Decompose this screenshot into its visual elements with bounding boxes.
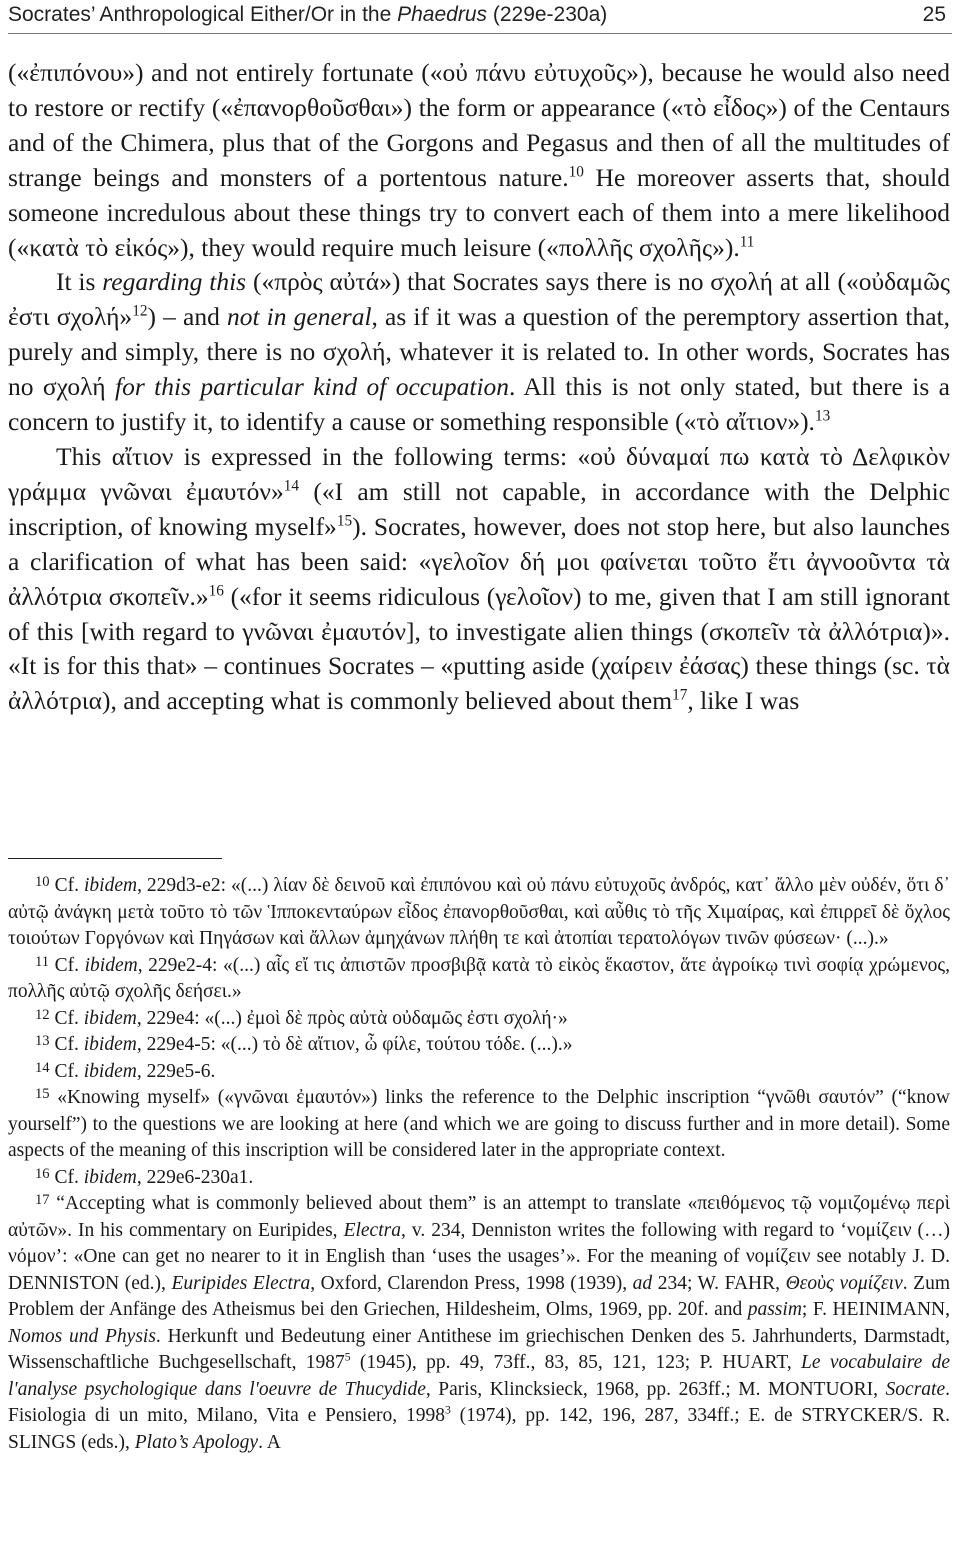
running-title: Socrates’ Anthropological Either/Or in the Phaedrus (229e-230a) <box>8 3 608 26</box>
footnote-ref-12[interactable]: 12 <box>132 302 148 320</box>
footnote-ref-15[interactable]: 15 <box>336 512 353 530</box>
footnote-number: 17 <box>35 1191 50 1208</box>
paragraph-2: It is regarding this («πρὸς αὐτά») that Socrates says there is no σχολή at all («οὐδαμῶς ἐστι σχολή»$^{12}$) – and not in general, as if it was a question of the peremptory assertion that, purely and simply, there is no σχολή, whatever it is related to. In other words, Socrates has no σχολή for this particular kind of occupation. All this is not only stated, but there is a concern to justify it, to identify a cause or something responsible («τὸ αἴτιον»).$^{13}$ <box>8 267 951 437</box>
footnote-17: $^{17}$ “Accepting what is commonly believed about them” is an attempt to translate «πειθόμενος τῷ νομιζομένῳ περὶ αὐτῶν». In his commentary on Euripides, Electra, v. 234, Denniston writes the following with regard to ‘νομίζειν (…) νόμον’: «One can get no nearer to it in English than ‘uses the usages’». For the meaning of νομίζειν see notably J. D. DENNISTON (ed.), Euripides Electra, Oxford, Clarendon Press, 1998 (1939), ad 234; W. FAHR, Θεοὺς νομίζειν. Zum Problem der Anfänge des Atheismus bei den Griechen, Hildesheim, Olms, 1969, pp. 20f. and passim; F. HEINIMANN, Nomos und Physis. Herkunft und Bedeutung einer Antithese im griechischen Denken des 5. Jahrhunderts, Darmstadt, Wissenschaftliche Buchgesellschaft, 1987$^5$ (1945), pp. 49, 73ff., 83, 85, 121, 123; P. HUART, Le vocabulaire de l'analyse psychologique dans l'oeuvre de Thucydide, Paris, Klincksieck, 1968, pp. 263ff.; M. MONTUORI, Socrate. Fisiologia di un mito, Milano, Vita e Pensiero, 1998$^3$ (1974), pp. 142, 196, 287, 334ff.; E. de STRYCKER/S. R. SLINGS (eds.), Plato’s Apology. A <box>8 1191 950 1453</box>
footnote-16: $^{16}$ Cf. ibidem, 229e6-230a1. <box>35 1165 254 1188</box>
footnote-number: 11 <box>35 953 50 970</box>
footnotes <box>8 873 950 1456</box>
footnote-14: $^{14}$ Cf. ibidem, 229e5-6. <box>35 1059 216 1082</box>
footnote-number: 10 <box>35 873 50 890</box>
paragraph-1: («ἐπιπόνου») and not entirely fortunate («οὐ πάνυ εὐτυχοῦς»), because he would also need to restore or rectify («ἐπανορθοῦσθαι») the form or appearance («τὸ εἶδος») of the Centaurs and of the Chimera, plus that of the Gorgons and Pegasus and then of all the multitudes of strange beings and monsters of a portentous nature.$^{10}$ He moreover asserts that, should someone incredulous about these things try to convert each of them into a mere likelihood («κατὰ τὸ εἰκός»), they would require much leisure («πολλῆς σχολῆς»).$^{11}$ <box>8 58 950 262</box>
footnote-ref-17[interactable]: 17 <box>672 686 688 704</box>
main-text <box>8 56 950 719</box>
footnote-13: $^{13}$ Cf. ibidem, 229e4-5: «(...) τὸ δὲ αἴτιον, ὦ φίλε, τούτου τόδε. (...).» <box>35 1032 573 1055</box>
footnote-number: 15 <box>35 1085 50 1102</box>
page-number: 25 <box>922 3 946 26</box>
footnote-ref-10[interactable]: 10 <box>568 163 584 181</box>
footnote-number: 14 <box>35 1059 50 1076</box>
edition-superscript: 5 <box>344 1350 351 1364</box>
edition-superscript: 3 <box>444 1403 451 1417</box>
footnote-11: $^{11}$ Cf. ibidem, 229e2-4: «(...) αἷς εἴ τις ἀπιστῶν προσβιβᾷ κατὰ τὸ εἰκὸς ἕκαστον, ἅτε ἀγροίκῳ τινὶ σοφίᾳ χρώμενος, πολλῆς αὐτῷ σχολῆς δεήσει.» <box>8 953 951 1002</box>
footnote-separator <box>8 858 222 859</box>
header-rule <box>8 33 952 34</box>
footnote-number: 12 <box>35 1006 50 1023</box>
footnote-ref-13[interactable]: 13 <box>814 407 831 425</box>
paragraph-3: This αἴτιον is expressed in the following terms: «οὐ δύναμαί πω κατὰ τὸ Δελφικὸν γράμμα γνῶναι ἐμαυτόν»$^{14}$ («I am still not capable, in accordance with the Delphic inscription, of knowing myself»$^{15}$). Socrates, however, does not stop here, but also launches a clarification of what has been said: «γελοῖον δή μοι φαίνεται τοῦτο ἔτι ἀγνοοῦντα τὰ ἀλλότρια σκοπεῖν.»$^{16}$ («for it seems ridiculous (γελοῖον) to me, given that I am still ignorant of this [with regard to γνῶναι ἐμαυτόν], to investigate alien things (σκοπεῖν τὰ ἀλλότρια)». «It is for this that» – continues Socrates – «putting aside (χαίρειν ἐάσας) these things (sc. τὰ ἀλλότρια), and accepting what is commonly believed about them$^{17}$, like I was <box>8 441 950 716</box>
footnote-12: $^{12}$ Cf. ibidem, 229e4: «(...) ἐμοὶ δὲ πρὸς αὐτὰ οὐδαμῶς ἐστι σχολή·» <box>35 1006 568 1029</box>
running-header <box>8 0 952 30</box>
footnote-number: 16 <box>35 1165 50 1182</box>
footnote-ref-16[interactable]: 16 <box>208 582 224 600</box>
footnote-10: $^{10}$ Cf. ibidem, 229d3-e2: «(...) λίαν δὲ δεινοῦ καὶ ἐπιπόνου καὶ οὐ πάνυ εὐτυχοῦς ἀνδρός, κατ᾽ ἄλλο μὲν οὐδέν, ὅτι δ᾽ αὐτῷ ἀνάγκη μετὰ τοῦτο τὸ τῶν Ἱπποκενταύρων εἶδος ἐπανορθοῦσθαι, καὶ αὖθις τὸ τῆς Χιμαίρας, καὶ ἐπιρρεῖ δὲ ὄχλος τοιούτων Γοργόνων καὶ Πηγάσων καὶ ἄλλων ἀμηχάνων πλήθη τε καὶ ἀτοπίαι τερατολόγων τινῶν φύσεων· (...).» <box>8 873 951 949</box>
footnote-ref-14[interactable]: 14 <box>283 477 299 495</box>
footnote-15: $^{15}$ «Knowing myself» («γνῶναι ἐμαυτόν») links the reference to the Delphic inscription “γνῶθι σαυτόν” (“know yourself”) to the questions we are looking at here (and which we are going to discuss further and in more detail). Some aspects of the meaning of this inscription will be considered later in the appropriate context. <box>8 1085 950 1161</box>
footnote-ref-11[interactable]: 11 <box>739 233 755 251</box>
footnote-number: 13 <box>35 1032 50 1049</box>
